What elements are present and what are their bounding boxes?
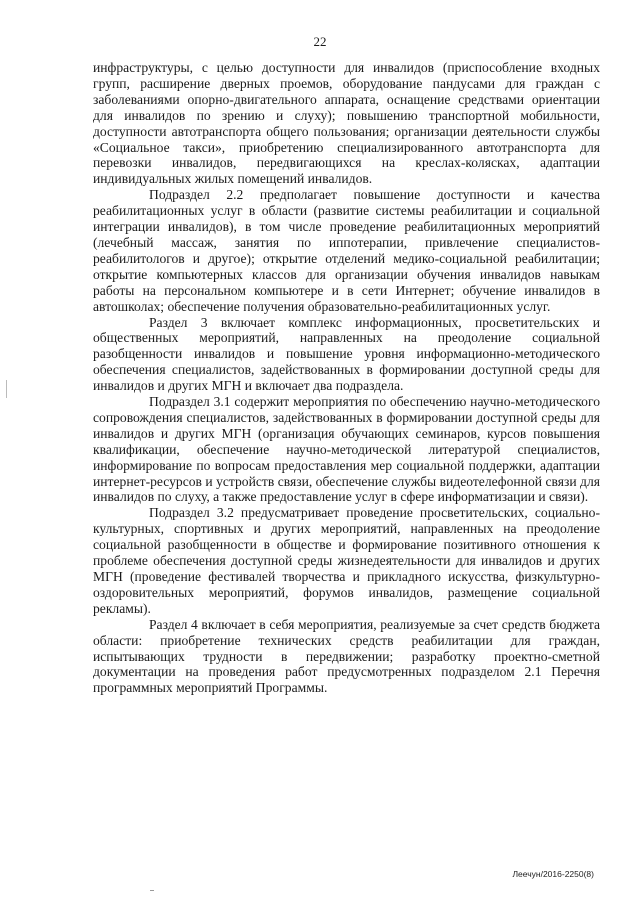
paragraph-subsection-3-1: Подраздел 3.1 содержит мероприятия по обеспечению научно-методического сопровождения специалистов, задействованных в формировании доступной среды для инвалидов и других МГН (организация обучающих семинаров, курсов повышения квалификации, обеспечение научно-методической литературой специалистов, информирование по вопросам предоставления мер социальной поддержки, адаптации интернет-ресурсов и устройств связи, обеспечение службы видеотелефонной связи для инвалидов по слуху, а также предоставление услуг в сфере информатизации и связи). — [93, 394, 600, 505]
scan-bottom-mark — [150, 890, 154, 891]
scan-margin-mark — [6, 380, 7, 398]
page-number: 22 — [313, 34, 327, 49]
paragraph-subsection-3-2: Подраздел 3.2 предусматривает проведение просветительских, социально-культурных, спортивных и других мероприятий, направленных на преодоление социальной разобщенности в обществе и формирование позитивного отношения к проблеме обеспечения доступной среды жизнедеятельности для инвалидов и других МГН (проведение фестивалей творчества и прикладного искусства, физкультурно-оздоровительных мероприятий, форумов инвалидов, размещение социальной рекламы). — [93, 505, 600, 616]
paragraph-section-4: Раздел 4 включает в себя мероприятия, реализуемые за счет средств бюджета области: приобретение технических средств реабилитации для граждан, испытывающих трудности в передвижении; разработку проектно-сметной документации на проведения работ предусмотренных подразделом 2.1 Перечня программных мероприятий Программы. — [93, 616, 600, 696]
paragraph-subsection-2-2: Подраздел 2.2 предполагает повышение доступности и качества реабилитационных услуг в области (развитие системы реабилитации и социальной интеграции инвалидов), в том числе проведение реабилитационных мероприятий (лечебный массаж, занятия по иппотерапии, привлечение специалистов-реабилитологов и другое); открытие отделений медико-социальной реабилитации; открытие компьютерных классов для организации обучения инвалидов навыкам работы на персональном компьютере и в сети Интернет; обучение инвалидов в автошколах; обеспечение получения образовательно-реабилитационных услуг. — [93, 187, 600, 314]
paragraph-section-3: Раздел 3 включает комплекс информационных, просветительских и общественных мероприятий, направленных на преодоление социальной разобщенности инвалидов и повышение уровня информационно-методического обеспечения специалистов, задействованных в формировании доступной среды для инвалидов и других МГН и включает два подраздела. — [93, 314, 600, 394]
document-footer-code: Леечун/2016-2250(8) — [512, 869, 594, 879]
paragraph-infrastructure: инфраструктуры, с целью доступности для инвалидов (приспособление входных групп, расширение дверных проемов, оборудование пандусами для граждан с заболеваниями опорно-двигательного аппарата, оснащение средствами ориентации для инвалидов по зрению и слуху); повышению транспортной мобильности, доступности автотранспорта общего пользования; организации деятельности службы «Социальное такси», приобретению специализированного автотранспорта для перевозки инвалидов, передвигающихся на креслах-колясках, адаптации индивидуальных жилых помещений инвалидов. — [93, 60, 600, 187]
document-body — [93, 60, 600, 696]
